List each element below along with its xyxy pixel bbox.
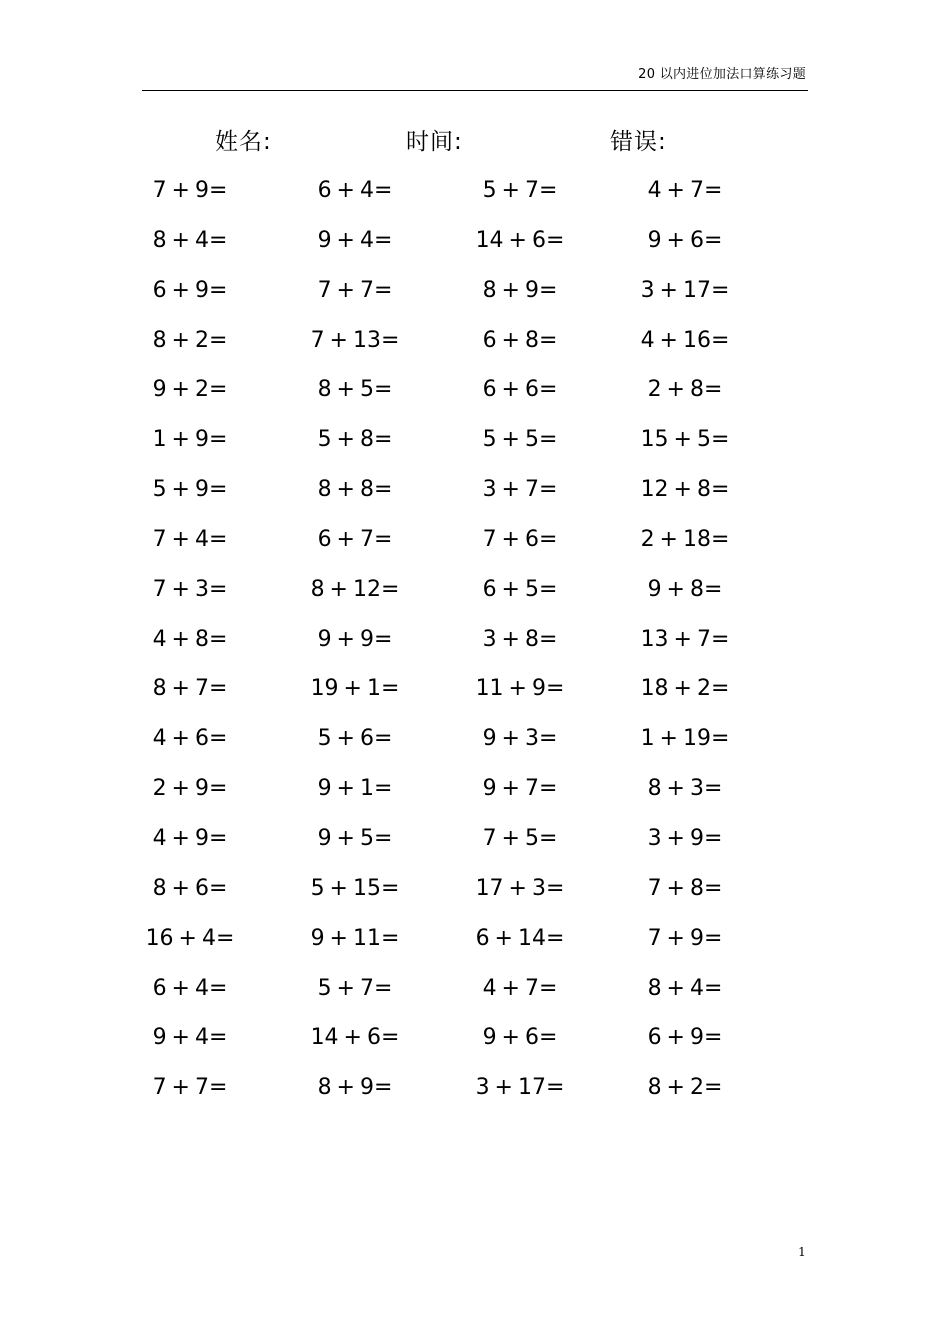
arithmetic-problem: 5 + 7= (482, 178, 558, 203)
problem-row (0, 216, 950, 266)
name-label: 姓名: (215, 129, 272, 155)
problem-grid (0, 166, 950, 1113)
arithmetic-problem: 8 + 8= (317, 477, 393, 503)
arithmetic-problem: 2 + 8= (647, 377, 723, 403)
arithmetic-problem: 14 + 6= (475, 227, 565, 253)
arithmetic-problem: 8 + 5= (317, 377, 393, 403)
problem-row (0, 664, 950, 714)
problem-row (0, 914, 950, 964)
arithmetic-problem: 6 + 9= (152, 277, 228, 303)
arithmetic-problem: 8 + 7= (152, 676, 228, 702)
arithmetic-problem: 4 + 6= (152, 726, 228, 752)
arithmetic-problem: 4 + 16= (640, 327, 730, 353)
problem-row (0, 515, 950, 565)
arithmetic-problem: 7 + 5= (482, 825, 558, 851)
arithmetic-problem: 5 + 6= (317, 726, 393, 752)
problem-row (0, 714, 950, 764)
arithmetic-problem: 3 + 9= (647, 825, 723, 851)
header-title: 20 以内进位加法口算练习题 (638, 67, 806, 82)
arithmetic-problem: 9 + 5= (317, 825, 393, 851)
arithmetic-problem: 5 + 7= (317, 975, 393, 1001)
problem-row (0, 316, 950, 366)
arithmetic-problem: 8 + 6= (152, 875, 228, 901)
arithmetic-problem: 3 + 7= (482, 477, 558, 503)
arithmetic-problem: 3 + 17= (475, 1075, 565, 1101)
problem-row (0, 764, 950, 814)
arithmetic-problem: 8 + 9= (482, 277, 558, 303)
arithmetic-problem: 9 + 6= (647, 227, 723, 253)
arithmetic-problem: 9 + 3= (482, 726, 558, 752)
arithmetic-problem: 7 + 4= (152, 526, 228, 552)
arithmetic-problem: 14 + 6= (310, 1025, 400, 1051)
arithmetic-problem: 17 + 3= (475, 875, 565, 901)
arithmetic-problem: 9 + 4= (317, 227, 393, 253)
arithmetic-problem: 8 + 9= (317, 1075, 393, 1101)
arithmetic-problem: 11 + 9= (475, 676, 565, 702)
arithmetic-problem: 4 + 7= (647, 178, 723, 203)
problem-row (0, 864, 950, 914)
arithmetic-problem: 8 + 12= (310, 576, 400, 602)
problem-row (0, 266, 950, 316)
arithmetic-problem: 9 + 11= (310, 925, 400, 951)
errors-label: 错误: (610, 129, 667, 155)
arithmetic-problem: 9 + 8= (647, 576, 723, 602)
problem-row (0, 415, 950, 465)
arithmetic-problem: 7 + 13= (310, 327, 400, 353)
arithmetic-problem: 7 + 9= (152, 178, 228, 203)
arithmetic-problem: 4 + 9= (152, 825, 228, 851)
arithmetic-problem: 7 + 7= (317, 277, 393, 303)
arithmetic-problem: 6 + 9= (647, 1025, 723, 1051)
arithmetic-problem: 2 + 9= (152, 776, 228, 802)
page-number: 1 (798, 1245, 806, 1259)
arithmetic-problem: 8 + 4= (647, 975, 723, 1001)
arithmetic-problem: 18 + 2= (640, 676, 730, 702)
arithmetic-problem: 4 + 8= (152, 626, 228, 652)
arithmetic-problem: 5 + 9= (152, 477, 228, 503)
arithmetic-problem: 7 + 3= (152, 576, 228, 602)
problem-row (0, 1063, 950, 1113)
problem-row (0, 964, 950, 1014)
arithmetic-problem: 8 + 2= (647, 1075, 723, 1101)
arithmetic-problem: 3 + 8= (482, 626, 558, 652)
arithmetic-problem: 9 + 6= (482, 1025, 558, 1051)
arithmetic-problem: 12 + 8= (640, 477, 730, 503)
arithmetic-problem: 8 + 4= (152, 227, 228, 253)
arithmetic-problem: 1 + 19= (640, 726, 730, 752)
arithmetic-problem: 6 + 4= (317, 178, 393, 203)
arithmetic-problem: 6 + 14= (475, 925, 565, 951)
arithmetic-problem: 3 + 17= (640, 277, 730, 303)
arithmetic-problem: 6 + 4= (152, 975, 228, 1001)
arithmetic-problem: 5 + 8= (317, 427, 393, 453)
arithmetic-problem: 6 + 5= (482, 576, 558, 602)
problem-row (0, 565, 950, 615)
arithmetic-problem: 7 + 9= (647, 925, 723, 951)
student-info-row (0, 124, 950, 160)
problem-row (0, 365, 950, 415)
problem-row (0, 814, 950, 864)
arithmetic-problem: 2 + 18= (640, 526, 730, 552)
arithmetic-problem: 6 + 8= (482, 327, 558, 353)
arithmetic-problem: 6 + 6= (482, 377, 558, 403)
arithmetic-problem: 1 + 9= (152, 427, 228, 453)
arithmetic-problem: 6 + 7= (317, 526, 393, 552)
arithmetic-problem: 7 + 6= (482, 526, 558, 552)
arithmetic-problem: 7 + 7= (152, 1075, 228, 1101)
arithmetic-problem: 9 + 4= (152, 1025, 228, 1051)
arithmetic-problem: 13 + 7= (640, 626, 730, 652)
page-header (142, 62, 808, 91)
arithmetic-problem: 15 + 5= (640, 427, 730, 453)
problem-row (0, 465, 950, 515)
problem-row (0, 166, 950, 216)
arithmetic-problem: 9 + 9= (317, 626, 393, 652)
arithmetic-problem: 9 + 1= (317, 776, 393, 802)
arithmetic-problem: 5 + 15= (310, 875, 400, 901)
arithmetic-problem: 7 + 8= (647, 875, 723, 901)
problem-row (0, 1013, 950, 1063)
time-label: 时间: (406, 129, 463, 155)
arithmetic-problem: 9 + 2= (152, 377, 228, 403)
arithmetic-problem: 4 + 7= (482, 975, 558, 1001)
problem-row (0, 615, 950, 665)
arithmetic-problem: 8 + 2= (152, 327, 228, 353)
arithmetic-problem: 19 + 1= (310, 676, 400, 702)
arithmetic-problem: 9 + 7= (482, 776, 558, 802)
arithmetic-problem: 8 + 3= (647, 776, 723, 802)
arithmetic-problem: 5 + 5= (482, 427, 558, 453)
arithmetic-problem: 16 + 4= (145, 925, 235, 951)
